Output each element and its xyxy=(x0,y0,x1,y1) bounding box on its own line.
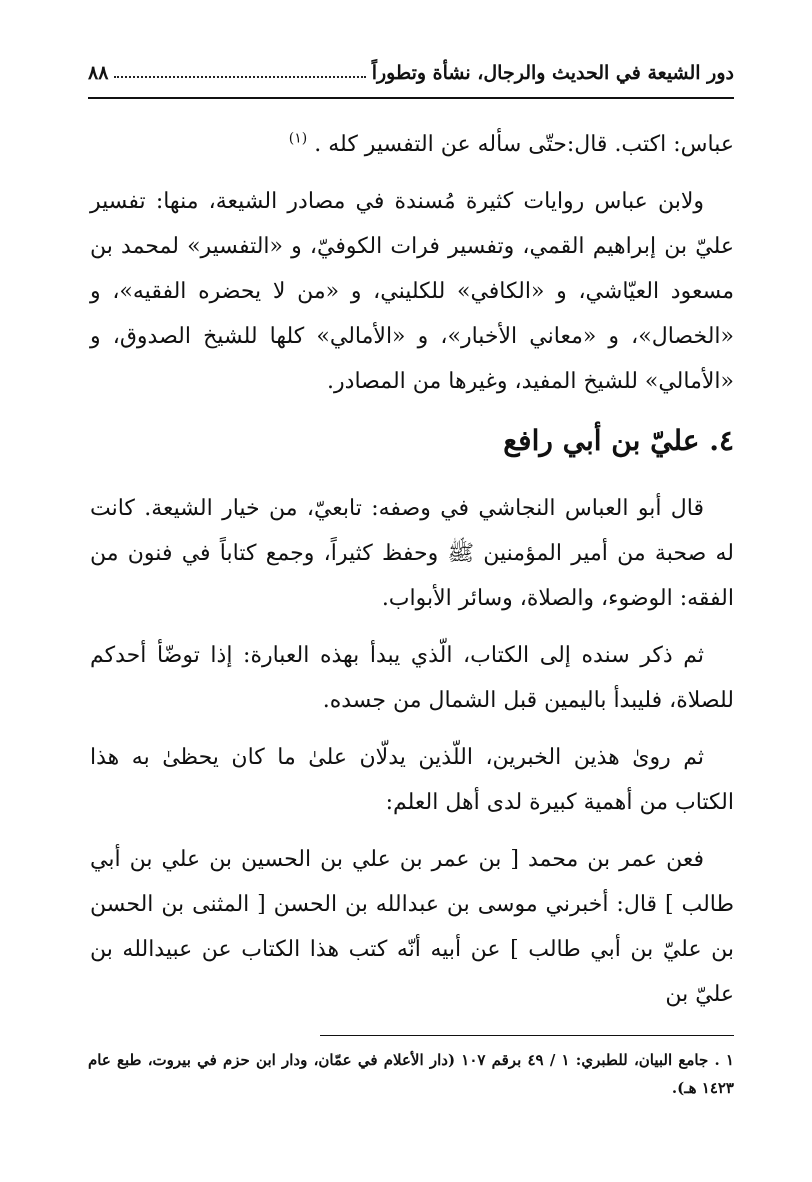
paragraph-4: ثم ذكر سنده إلى الكتاب، الّذي يبدأ بهذه العبارة: إذا توضّأ أحدكم للصلاة، فليبدأ باليمين قبل الشمال من جسده. xyxy=(90,643,734,713)
footnote-marker: (١) xyxy=(288,130,308,147)
paragraph-5: ثم روىٰ هذين الخبرين، اللّذين يدلّان علىٰ ما كان يحظىٰ به هذا الكتاب من أهمية كبيرة لدى أهل العلم: xyxy=(90,745,734,815)
header-rule xyxy=(88,97,734,99)
main-text xyxy=(90,122,734,1029)
footnote-rule xyxy=(320,1035,734,1036)
running-title: دور الشيعة في الحديث والرجال، نشأة وتطوراً xyxy=(371,62,734,84)
footnote: ١ . جامع البيان، للطبري: ١ / ٤٩ برقم ١٠٧ (دار الأعلام في عمّان، ودار ابن حزم في بيروت، طبع عام ١٤٢٣ هـ). xyxy=(88,1051,734,1097)
section-heading: ٤. عليّ بن أبي رافع xyxy=(503,424,734,457)
page-number: ٨٨ xyxy=(88,62,109,84)
header-dot-leader xyxy=(114,75,365,78)
page-header xyxy=(88,62,734,84)
paragraph-6: فعن عمر بن محمد [ بن عمر بن علي بن الحسين بن علي بن أبي طالب ] قال: أخبرني موسى بن عبدالله بن الحسن [ المثنى بن الحسن بن عليّ بن أبي طالب ] عن أبيه أنّه كتب هذا الكتاب عن عبيدالله بن عليّ بن xyxy=(90,847,734,1007)
paragraph-1-text: عباس: اكتب. قال:حتّى سأله عن التفسير كله . xyxy=(314,132,734,157)
paragraph-2: ولابن عباس روايات كثيرة مُسندة في مصادر الشيعة، منها: تفسير عليّ بن إبراهيم القمي، وتفسير فرات الكوفيّ، و «التفسير» لمحمد بن مسعود العيّاشي، و «الكافي» للكليني، و «من لا يحضره الفقيه»، و «الخصال»، و «معاني الأخبار»، و «الأمالي» كلها للشيخ الصدوق، و «الأمالي» للشيخ المفيد، وغيرها من المصادر. xyxy=(90,189,734,394)
paragraph-1 xyxy=(90,122,734,167)
paragraph-3: قال أبو العباس النجاشي في وصفه: تابعيّ، من خيار الشيعة. كانت له صحبة من أمير المؤمنين ﷺ وحفظ كثيراً، وجمع كتاباً في فنون من الفقه: الوضوء، والصلاة، وسائر الأبواب. xyxy=(90,496,734,611)
